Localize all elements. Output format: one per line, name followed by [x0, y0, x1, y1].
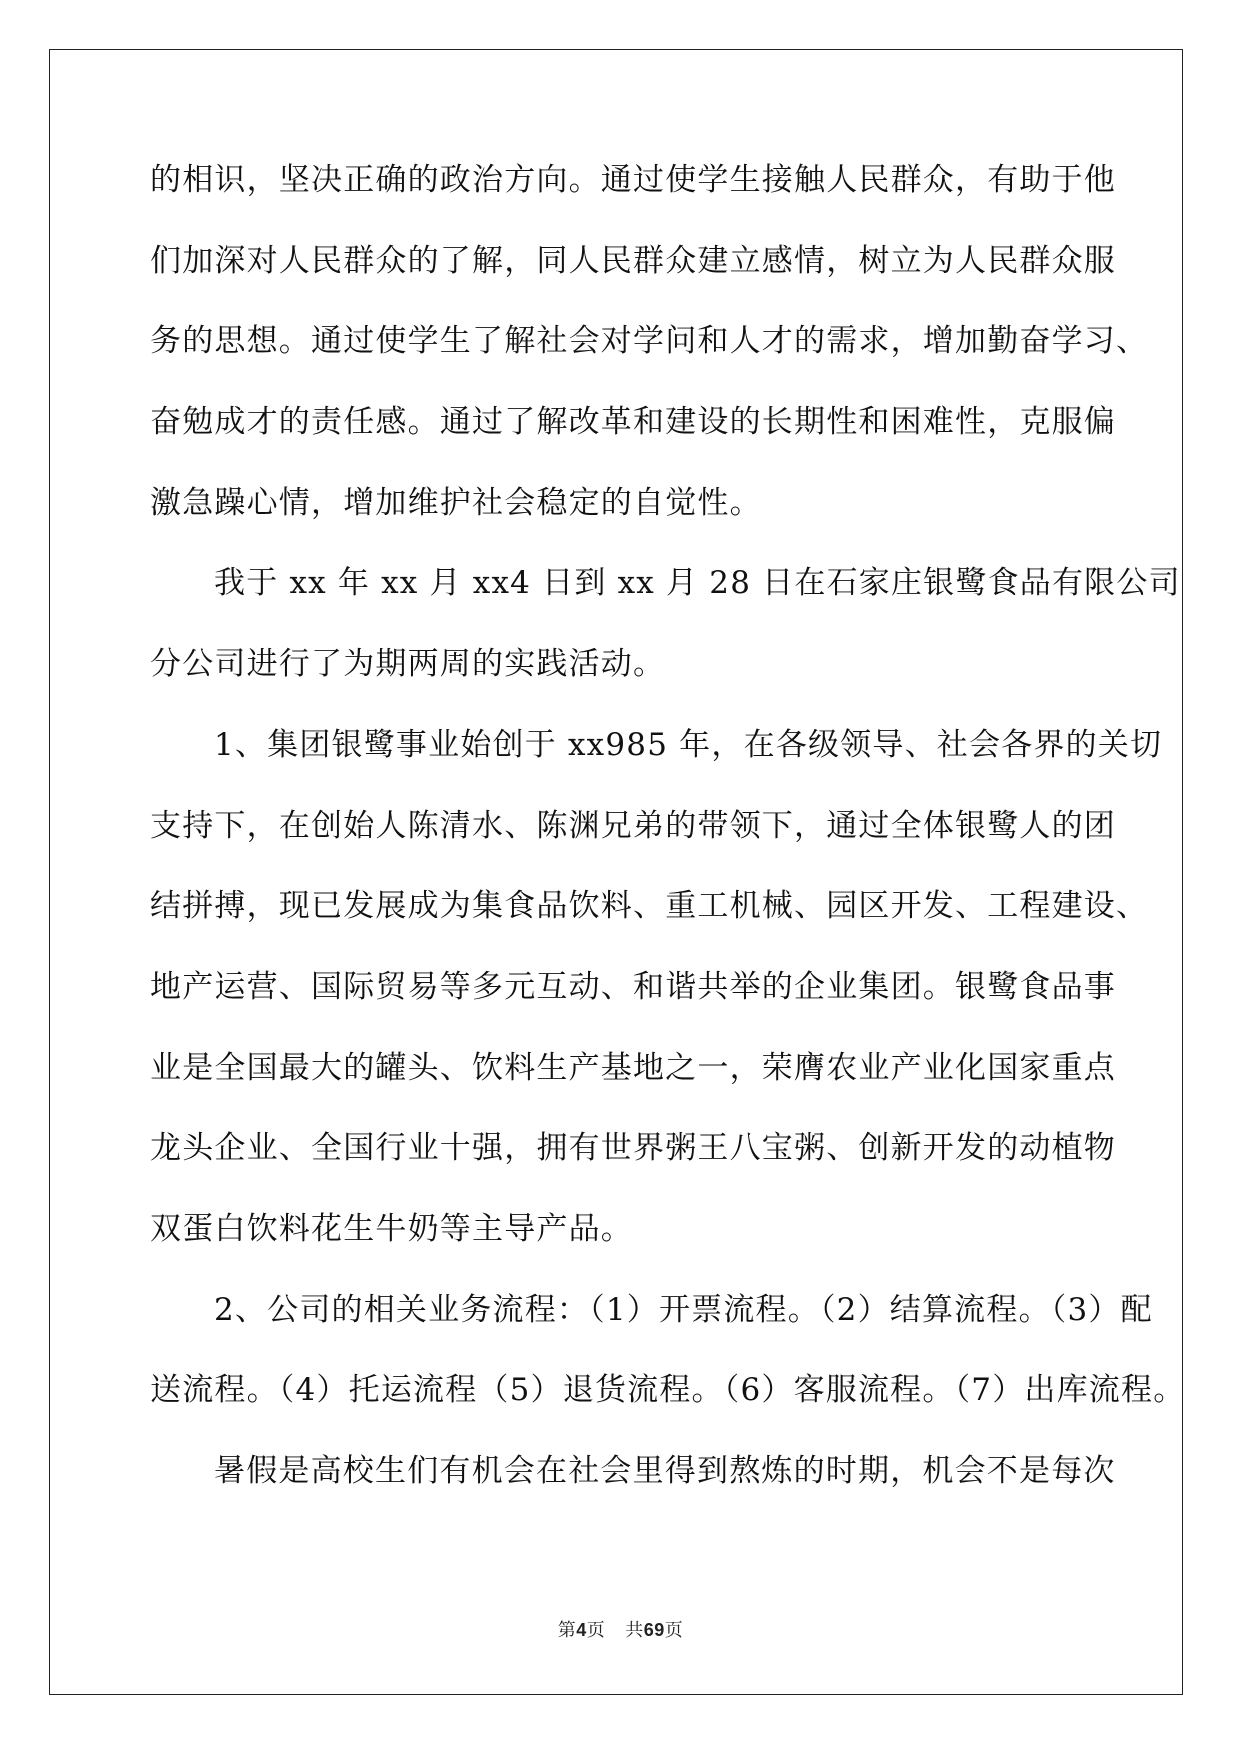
- text-line: 2、公司的相关业务流程：（1）开票流程。（2）结算流程。（3）配: [214, 1291, 1153, 1328]
- text-line: 支持下，在创始人陈清水、陈渊兄弟的带领下，通过全体银鹭人的团: [150, 807, 1116, 844]
- text-line: 业是全国最大的罐头、饮料生产基地之一，荣膺农业产业化国家重点: [150, 1049, 1116, 1086]
- text-line: 分公司进行了为期两周的实践活动。: [150, 646, 666, 683]
- page-prefix: 第: [557, 1620, 577, 1641]
- text-line: 的相识，坚决正确的政治方向。通过使学生接触人民群众，有助于他: [150, 162, 1116, 198]
- text-line: 结拼搏，现已发展成为集食品饮料、重工机械、园区开发、工程建设、: [150, 888, 1149, 925]
- text-line: 双蛋白饮料花生牛奶等主导产品。: [150, 1210, 633, 1247]
- text-line: 我于 xx 年 xx 月 xx4 日到 xx 月 28 日在石家庄银鹭食品有限公司: [214, 565, 1181, 602]
- total-prefix: 共: [625, 1620, 644, 1641]
- text-line: 激急躁心情，增加维护社会稳定的自觉性。: [150, 484, 762, 521]
- text-line: 们加深对人民群众的了解，同人民群众建立感情，树立为人民群众服: [150, 242, 1116, 279]
- text-line: 务的思想。通过使学生了解社会对学问和人才的需求，增加勤奋学习、: [150, 323, 1149, 360]
- text-line: 龙头企业、全国行业十强，拥有世界粥王八宝粥、创新开发的动植物: [150, 1130, 1116, 1167]
- page-number: 4: [576, 1620, 587, 1640]
- total-suffix: 页: [664, 1620, 684, 1641]
- page-footer: [0, 1616, 1241, 1642]
- text-line: 奋勉成才的责任感。通过了解改革和建设的长期性和困难性，克服偏: [150, 404, 1116, 441]
- total-pages: 69: [643, 1620, 665, 1640]
- text-line: 地产运营、国际贸易等多元互动、和谐共举的企业集团。银鹭食品事: [150, 968, 1116, 1005]
- text-line: 送流程。（4）托运流程（5）退货流程。（6）客服流程。（7）出库流程。: [150, 1372, 1186, 1409]
- document-body: [150, 158, 1186, 1530]
- text-line: 1、集团银鹭事业始创于 xx985 年，在各级领导、社会各界的关切: [214, 726, 1163, 763]
- page-suffix: 页: [586, 1620, 606, 1641]
- text-line: 暑假是高校生们有机会在社会里得到熬炼的时期，机会不是每次: [214, 1453, 1116, 1489]
